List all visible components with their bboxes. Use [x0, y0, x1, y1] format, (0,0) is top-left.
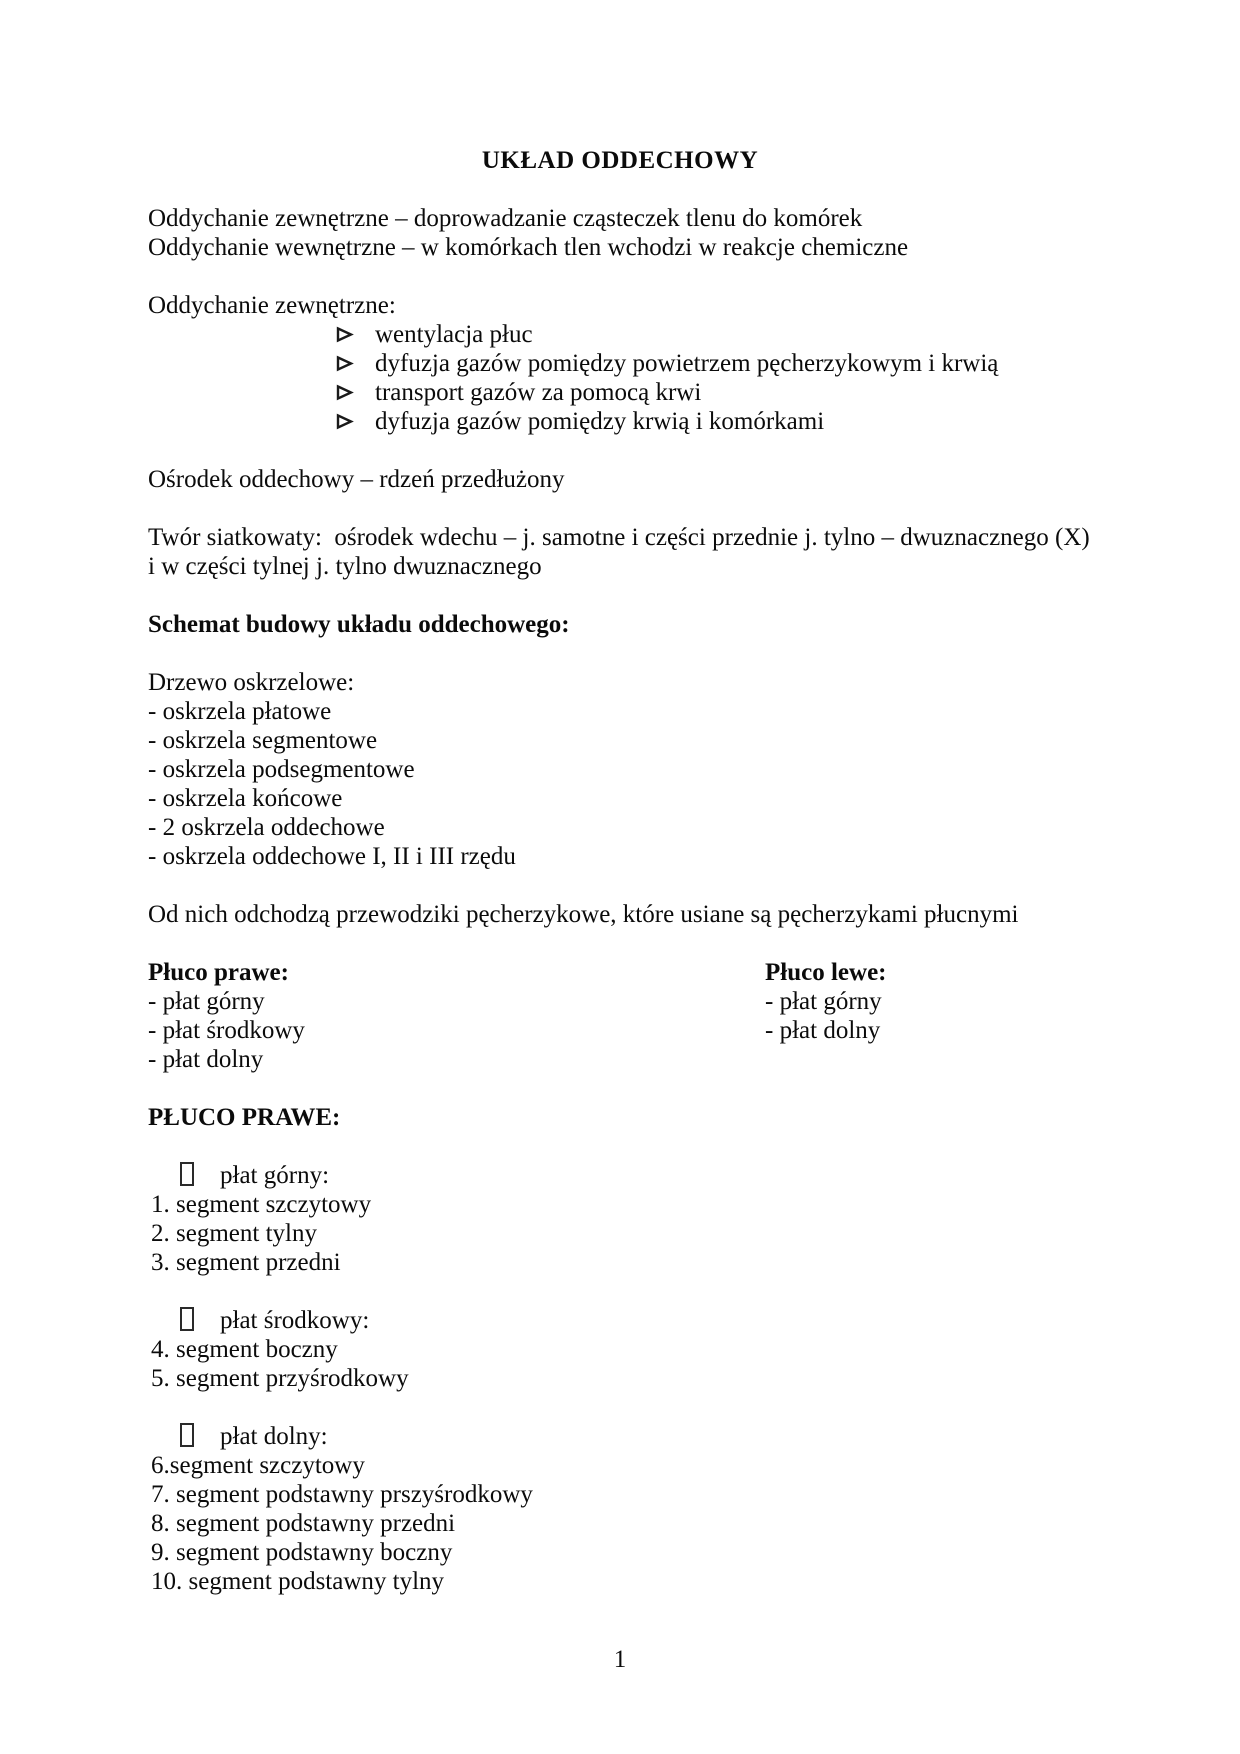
external-breathing-label: Oddychanie zewnętrzne:	[148, 292, 396, 319]
list-item: - oskrzela segmentowe	[148, 727, 378, 754]
arrowhead-bullet-icon	[335, 384, 354, 401]
lobe-item: - płat dolny	[765, 1017, 881, 1044]
intro-line: Oddychanie zewnętrzne – doprowadzanie cząsteczek tlenu do komórek	[148, 205, 863, 232]
spacer	[148, 1132, 1090, 1161]
missing-glyph-bullet-icon	[180, 1162, 194, 1186]
segment-item: 4. segment boczny	[151, 1336, 338, 1363]
bronchial-tree-list	[148, 697, 1090, 871]
spacer	[148, 1393, 1090, 1422]
right-lung-title: Płuco prawe:	[148, 959, 289, 986]
segment-list-upper-lobe	[148, 1190, 1090, 1277]
lobe-group-label: płat dolny:	[220, 1423, 328, 1450]
alveoli-paragraph: Od nich odchodzą przewodziki pęcherzykowe, które usiane są pęcherzykami płucnymi	[148, 901, 1019, 928]
lungs-columns	[148, 958, 1090, 1074]
spacer	[148, 436, 1090, 465]
intro-paragraph	[148, 204, 1090, 262]
spacer	[148, 871, 1090, 900]
right-lung-section-heading: PŁUCO PRAWE:	[148, 1104, 341, 1131]
lobe-item: - płat dolny	[148, 1046, 264, 1073]
left-lung-lobes	[765, 987, 886, 1045]
segment-item: 2. segment tylny	[151, 1220, 317, 1247]
spacer	[148, 1277, 1090, 1306]
arrowhead-bullet-icon	[335, 326, 354, 343]
spacer	[148, 175, 1090, 204]
missing-glyph-bullet-icon	[180, 1423, 194, 1447]
list-item	[148, 349, 1090, 378]
bronchial-tree-label: Drzewo oskrzelowe:	[148, 669, 355, 696]
list-item	[148, 320, 1090, 349]
page-number: 1	[613, 1646, 627, 1673]
arrowhead-bullet-icon	[335, 355, 354, 372]
list-item-label: dyfuzja gazów pomiędzy powietrzem pęcherzykowym i krwią	[375, 350, 999, 377]
right-lung-column	[148, 958, 765, 1074]
reticular-formation-paragraph	[148, 523, 1090, 581]
left-lung-column	[765, 958, 886, 1074]
spacer	[148, 929, 1090, 958]
arrowhead-bullet-icon	[335, 413, 354, 430]
lobe-group-label: płat górny:	[220, 1162, 330, 1189]
segment-item: 5. segment przyśrodkowy	[151, 1365, 409, 1392]
list-item-label: wentylacja płuc	[375, 321, 533, 348]
segment-list-middle-lobe	[148, 1335, 1090, 1393]
segment-item: 7. segment podstawny prszyśrodkowy	[151, 1481, 533, 1508]
lobe-item: - płat górny	[765, 988, 882, 1015]
spacer	[148, 262, 1090, 291]
list-item-label: dyfuzja gazów pomiędzy krwią i komórkami	[375, 408, 825, 435]
segment-item: 8. segment podstawny przedni	[151, 1510, 456, 1537]
lobe-item: - płat środkowy	[148, 1017, 305, 1044]
missing-glyph-bullet-icon	[180, 1307, 194, 1331]
document-title: UKŁAD ODDECHOWY	[481, 147, 759, 174]
paragraph-line: i w części tylnej j. tylno dwuznacznego	[148, 553, 542, 580]
right-lung-lobes	[148, 987, 765, 1074]
spacer	[148, 639, 1090, 668]
segment-item: 1. segment szczytowy	[151, 1191, 372, 1218]
external-breathing-list	[148, 320, 1090, 436]
list-item: - oskrzela podsegmentowe	[148, 756, 415, 783]
spacer	[148, 494, 1090, 523]
spacer	[148, 581, 1090, 610]
lobe-item: - płat górny	[148, 988, 265, 1015]
list-item	[148, 407, 1090, 436]
left-lung-title: Płuco lewe:	[765, 959, 887, 986]
segment-item: 3. segment przedni	[151, 1249, 341, 1276]
lobe-group-header	[148, 1306, 1090, 1335]
list-item: - oskrzela płatowe	[148, 698, 332, 725]
list-item: - oskrzela końcowe	[148, 785, 343, 812]
list-item: - oskrzela oddechowe I, II i III rzędu	[148, 843, 516, 870]
lobe-group-label: płat środkowy:	[220, 1307, 370, 1334]
spacer	[148, 1074, 1090, 1103]
list-item	[148, 378, 1090, 407]
schema-heading: Schemat budowy układu oddechowego:	[148, 611, 570, 638]
respiratory-center-line: Ośrodek oddechowy – rdzeń przedłużony	[148, 466, 565, 493]
lobe-group-header	[148, 1161, 1090, 1190]
list-item-label: transport gazów za pomocą krwi	[375, 379, 702, 406]
segment-item: 9. segment podstawny boczny	[151, 1539, 453, 1566]
segment-item: 10. segment podstawny tylny	[151, 1568, 445, 1595]
segment-item: 6.segment szczytowy	[151, 1452, 365, 1479]
list-item: - 2 oskrzela oddechowe	[148, 814, 385, 841]
paragraph-line: Twór siatkowaty: ośrodek wdechu – j. samotne i części przednie j. tylno – dwuznacznego (X)	[148, 524, 1090, 551]
lobe-group-header	[148, 1422, 1090, 1451]
intro-line: Oddychanie wewnętrzne – w komórkach tlen wchodzi w reakcje chemiczne	[148, 234, 909, 261]
segment-list-lower-lobe	[148, 1451, 1090, 1596]
